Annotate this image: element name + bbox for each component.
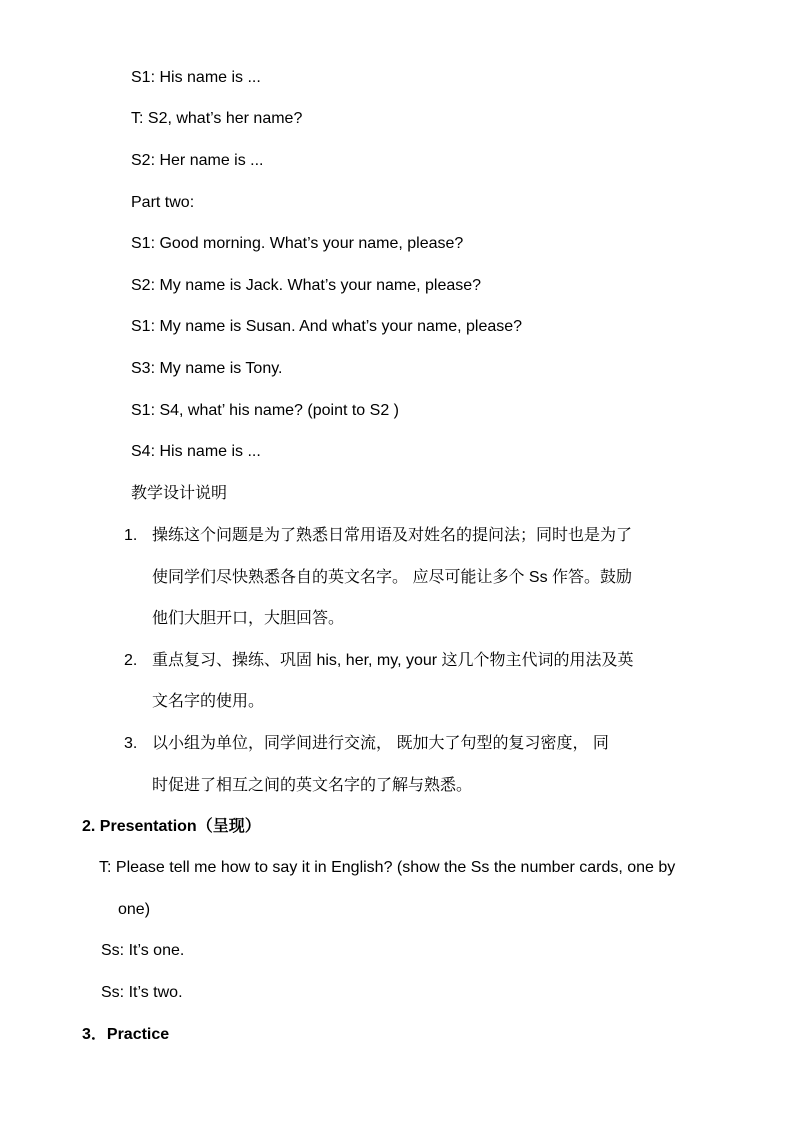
dialogue-line: S1: Good morning. What’s your name, please? bbox=[131, 235, 464, 252]
list-item-text: 文名字的使用。 bbox=[152, 693, 265, 710]
teacher-line-continued: one) bbox=[118, 901, 151, 918]
dialogue-line: S1: S4, what’ his name? (point to S2 ) bbox=[131, 402, 399, 419]
list-item-text: 时促进了相互之间的英文名字的了解与熟悉。 bbox=[152, 777, 473, 794]
list-item-text: 他们大胆开口，大胆回答。 bbox=[152, 610, 345, 627]
dialogue-line: S2: Her name is ... bbox=[131, 152, 264, 169]
dialogue-line: S2: My name is Jack. What’s your name, please? bbox=[131, 277, 482, 294]
presentation-heading: 2. Presentation（呈现） bbox=[82, 818, 261, 835]
list-number: 1. bbox=[124, 527, 138, 544]
list-item-text: 使同学们尽快熟悉各自的英文名字。 应尽可能让多个 Ss 作答。鼓励 bbox=[152, 569, 633, 586]
list-item-text: 重点复习、操练、巩固 his, her, my, your 这几个物主代词的用法及英 bbox=[152, 652, 634, 669]
practice-heading: 3．Practice bbox=[82, 1026, 170, 1043]
dialogue-line: S3: My name is Tony. bbox=[131, 360, 283, 377]
list-number: 3. bbox=[124, 735, 138, 752]
dialogue-line: T: S2, what’s her name? bbox=[131, 110, 303, 127]
dialogue-line: S4: His name is ... bbox=[131, 443, 261, 460]
design-notes-heading: 教学设计说明 bbox=[131, 485, 228, 502]
dialogue-line: S1: My name is Susan. And what’s your name, please? bbox=[131, 318, 523, 335]
students-line: Ss: It’s one. bbox=[101, 942, 185, 959]
list-item-text: 操练这个问题是为了熟悉日常用语及对姓名的提问法；同时也是为了 bbox=[152, 527, 633, 544]
list-number: 2. bbox=[124, 652, 138, 669]
teacher-line: T: Please tell me how to say it in English? (show the Ss the number cards, one by bbox=[99, 859, 676, 876]
list-item-text: 以小组为单位，同学间进行交流， 既加大了句型的复习密度， 同 bbox=[152, 735, 609, 752]
dialogue-line: S1: His name is ... bbox=[131, 69, 261, 86]
part-label: Part two: bbox=[131, 194, 195, 211]
students-line: Ss: It’s two. bbox=[101, 984, 183, 1001]
